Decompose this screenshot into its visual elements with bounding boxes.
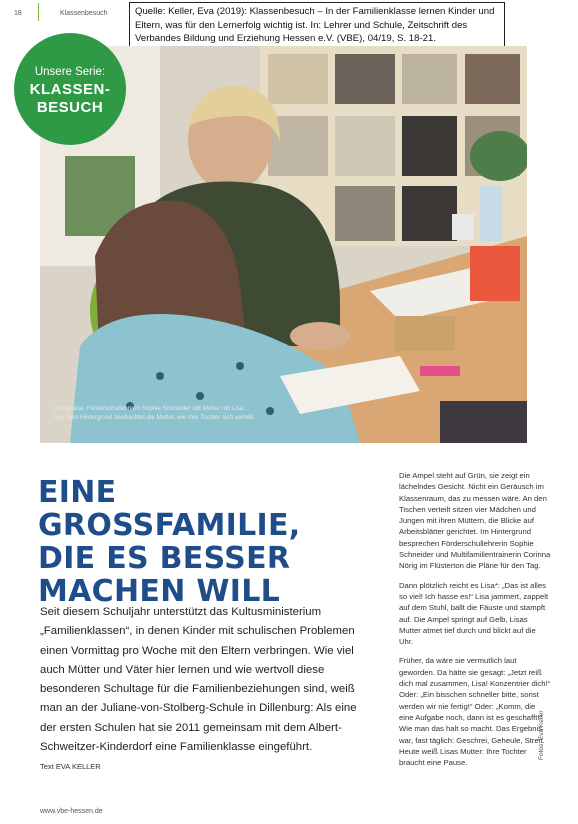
article-headline (38, 476, 338, 608)
headline-line-3: MACHEN WILL (38, 574, 281, 609)
page-number: 18 (14, 10, 22, 17)
photo-caption-line-1: Lernphase: Förderschullehrerin Sophie Schneider übt Mutter mit Lisa. (54, 405, 245, 412)
section-label: Klassenbesuch (60, 10, 108, 17)
headline-line-2: DIE ES BESSER (38, 541, 291, 576)
footer-url[interactable]: www.vbe-hessen.de (40, 808, 103, 815)
section-divider (38, 3, 39, 21)
badge-line-1: Unsere Serie: (34, 66, 106, 78)
article-body (399, 470, 551, 776)
body-paragraph: Früher, da wäre sie vermutlich laut geworden. Da hätte sie gesagt: „Jetzt reiß dich mal zusammen, Lisa! Konzentrier dich!“ Oder: „Ein bisschen schneller bitte, sonst werden wir nie fertig!“ Oder: „Komm, die eine Aufgabe noch, dann ist es geschafft!“ Wie man das halt so macht. Das Ergebnis war, fast täglich: Geschrei, Geheule, Streit. Heute weiß Lisas Mutter: Ihre Tochter braucht eine Pause. (399, 656, 551, 768)
badge-title-line-2: BESUCH (36, 99, 104, 116)
author-credit: Text EVA KELLER (40, 762, 101, 771)
badge-title-line-1: KLASSEN- (29, 81, 111, 98)
series-badge (14, 33, 126, 145)
photo-caption-line-2: Aus dem Hintergrund beobachtet die Mutter, wie ihre Tochter sich verhält. (54, 414, 256, 421)
citation-box: Quelle: Keller, Eva (2019): Klassenbesuch – In der Familienklasse lernen Kinder und Eltern, was für den Lernerfolg wichtig ist. In: Lehrer und Schule, Zeitschrift des Verbandes Bildung und Erziehung Hessen e.V. (VBE), 04/19, S. 18-21. (129, 2, 505, 49)
body-paragraph: Dann plötzlich reicht es Lisa*: „Das ist alles so viel! Ich hasse es!“ Lisa jammert, zappelt auf dem Stuhl, ballt die Fäuste und stampft auf. Die Ampel springt auf Gelb, Lisas Mutter atmet tief durch und blickt auf die Uhr. (399, 580, 549, 647)
article-lead: Seit diesem Schuljahr unterstützt das Kultusministerium „Familienklassen“, in denen Kinder mit schulischen Problemen einen Vormittag pro Woche mit den Eltern verbringen. Wie viel auch Mütter und Väter hier lernen und wie wertvoll diese besonderen Schultage für die Familienbeziehungen sind, weiß man an der Juliane-von-Stolberg-Schule in Dillenburg: Als eine der ersten Schulen hat sie 2011 gemeinsam mit dem Albert-Schweitzer-Kinderdorf eine Familienklasse eingeführt. (40, 606, 357, 754)
badge-title (14, 81, 126, 117)
body-paragraph: Die Ampel steht auf Grün, sie zeigt ein lächelndes Gesicht. Nicht ein Geräusch im Klassenraum, das zu messen wäre. An den Tischen verteilt sitzen vier Mädchen und Jungen mit ihren Müttern, die Blicke auf Arbeitsblätter gerichtet. Im Hintergrund besprechen Förderschullehrerin Sophie Schneider und Multifamilientrainerin Corinna Nörig im Flüsterton die Pläne für den Tag. (399, 471, 551, 571)
headline-line-1: EINE GROSSFAMILIE, (38, 475, 301, 543)
photo-credit: Fotos: Eva Keller (538, 710, 545, 760)
photo-caption (54, 404, 314, 422)
